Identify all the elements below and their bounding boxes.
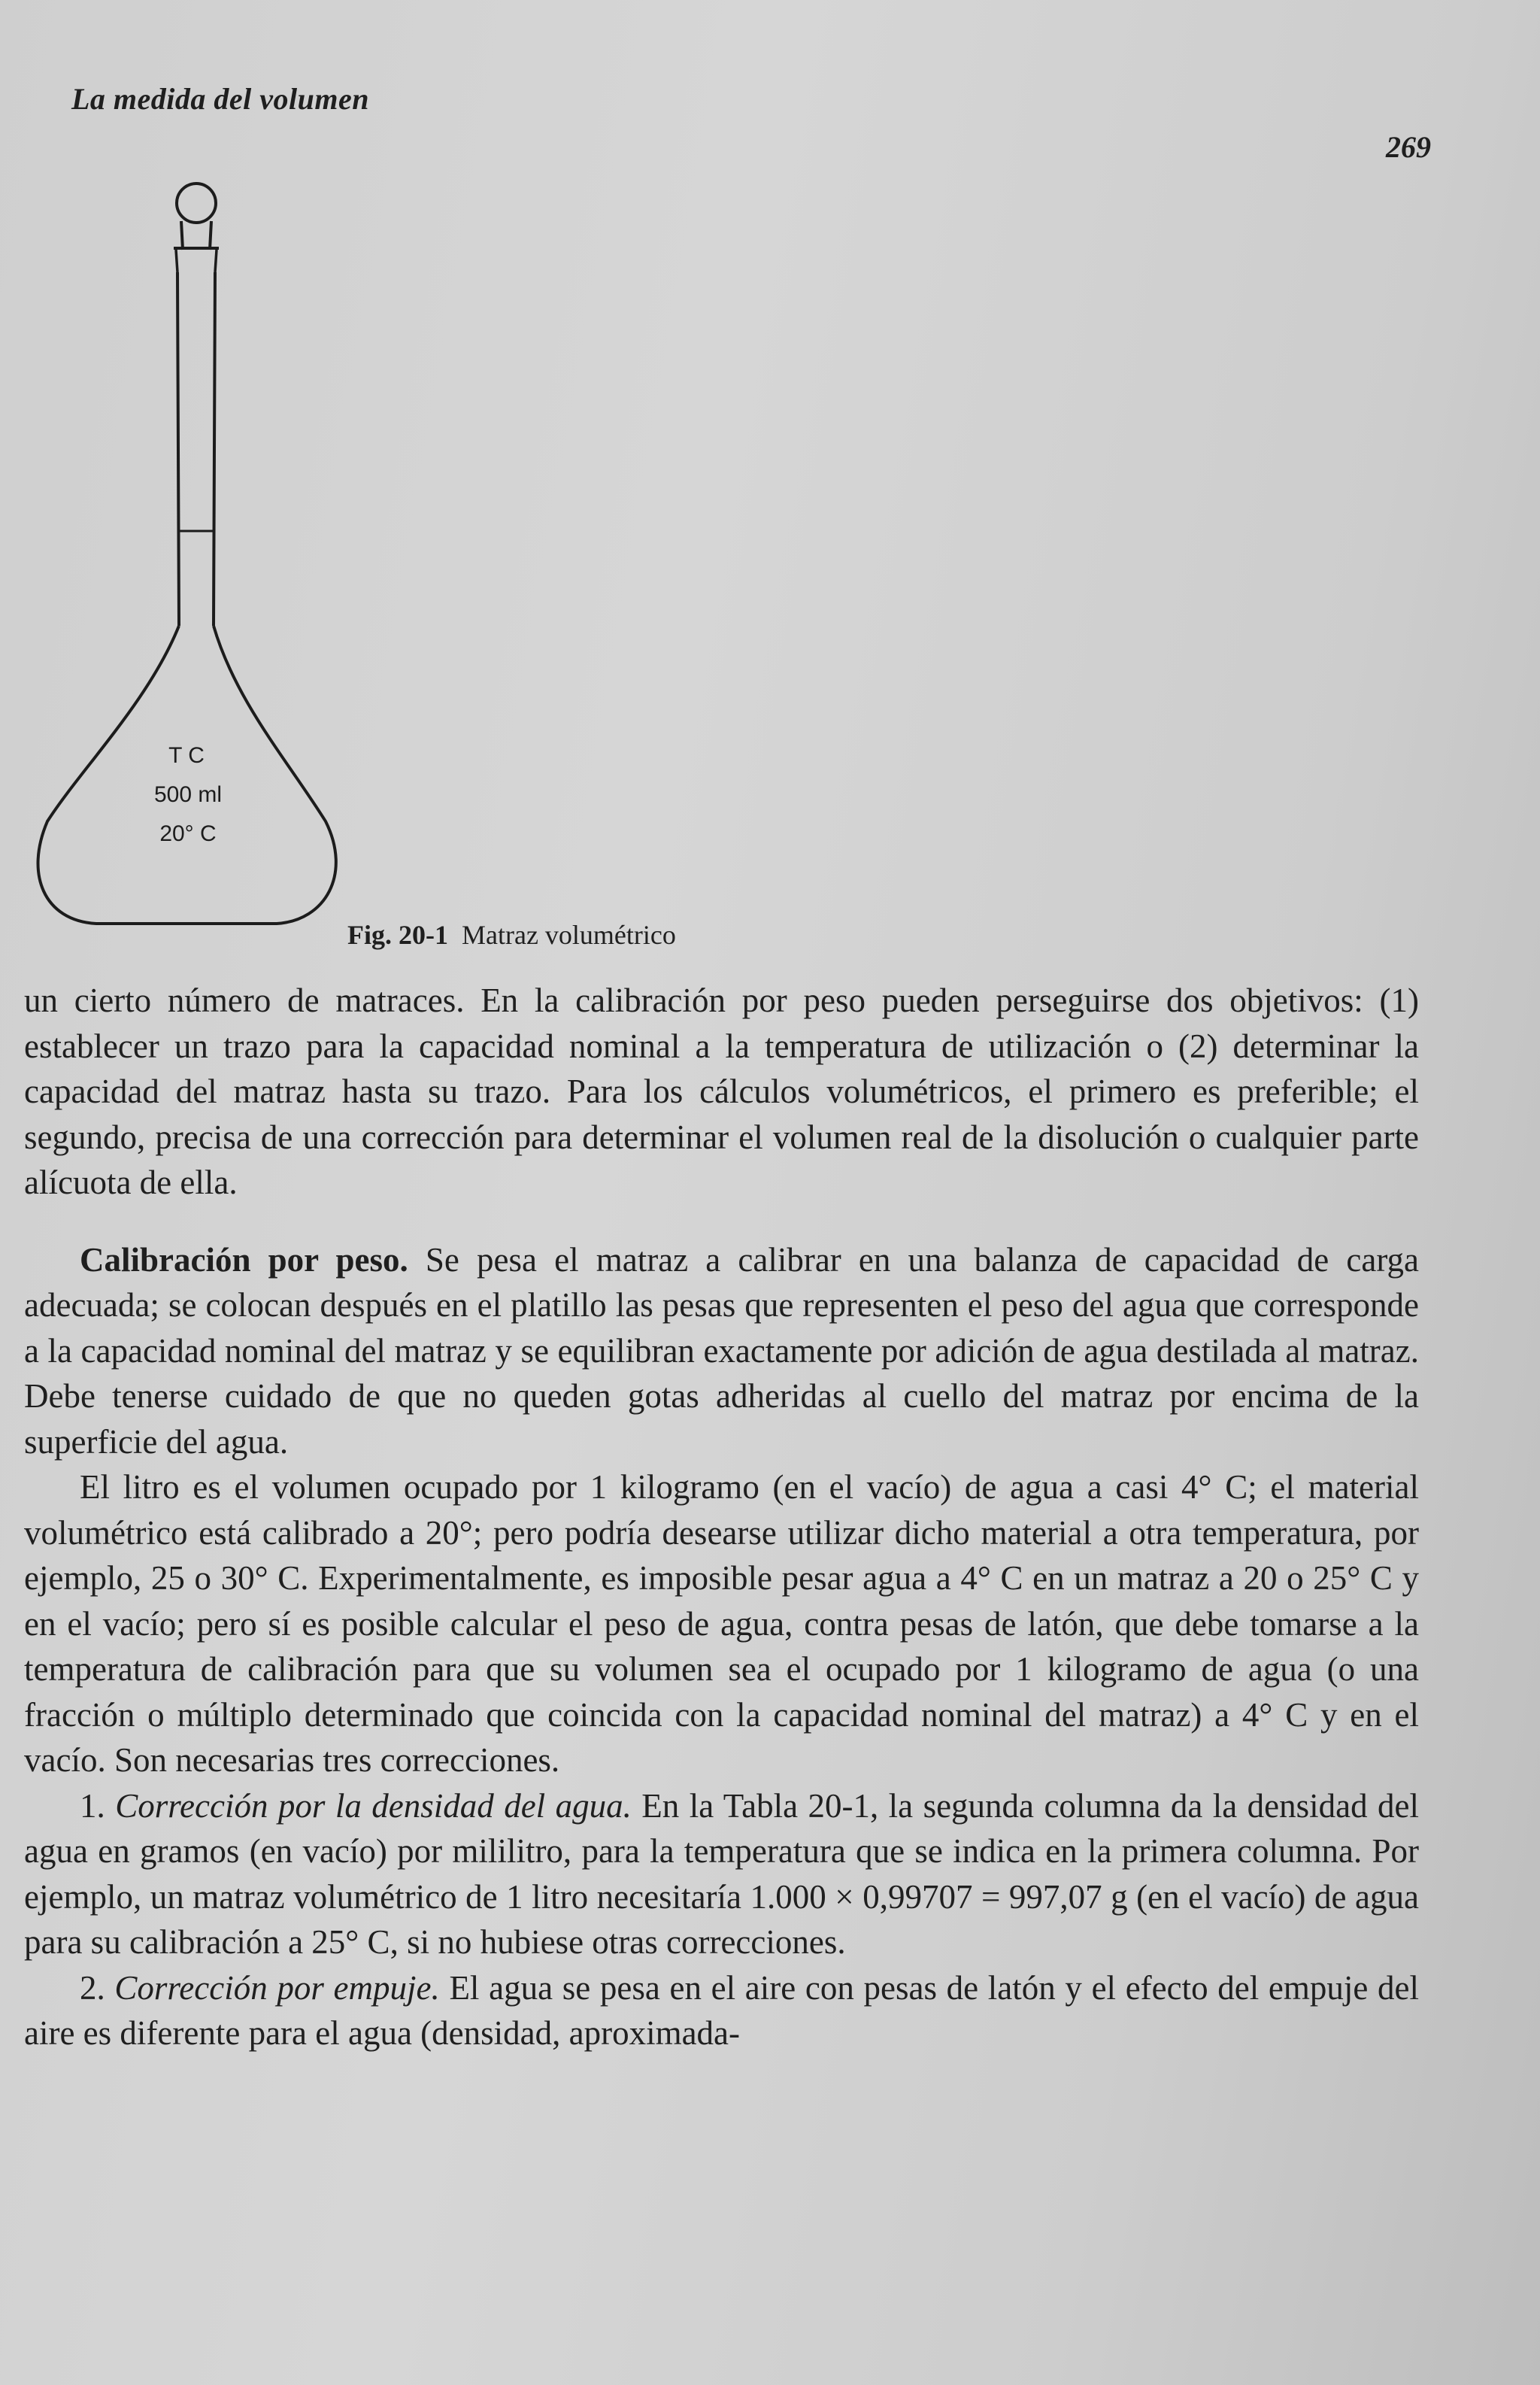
paragraph-continuation: un cierto número de matraces. En la calibración por peso pueden perseguirse dos objetivos: (1) establecer un trazo para la capacidad nominal a la temperatura de utilización o (2) determinar la capacidad del matraz hasta su trazo. Para los cálculos volumétricos, el primero es preferible; el segundo, precisa de una corrección para determinar el volumen real de la disolución o cualquier parte alícuota de ella.	[24, 982, 1419, 1201]
flask-marking-line-1: T C	[168, 743, 205, 768]
paragraph-text: En la Tabla 20-1, la segunda columna da la densidad del agua en gramos (en vacío) por mililitro, para la temperatura que se indica en la primera columna. Por ejemplo, un matraz volumétrico de 1 litro necesitaría 1.000 × 0,99707 = 997,07 g (en el vacío) de agua para su calibración a 25° C, si no hubiese otras correcciones.	[24, 1786, 1420, 1961]
run-in-heading: Calibración por peso.	[80, 1240, 408, 1279]
flask-marking-line-3: 20° C	[159, 821, 217, 846]
running-head: La medida del volumen	[71, 82, 370, 116]
flask-stopper	[177, 184, 216, 223]
paragraph-text: El agua se pesa en el aire con pesas de latón y el efecto del empuje del aire es diferente para el agua (densidad, aproximada-	[24, 1968, 1420, 2052]
figure-caption-text: Matraz volumétrico	[461, 920, 676, 950]
volumetric-flask-illustration	[29, 174, 344, 949]
page-number: 269	[1386, 130, 1431, 164]
item-heading: Corrección por empuje.	[114, 1968, 440, 2007]
figure-number: Fig. 20-1	[347, 920, 448, 950]
paragraph-text: Se pesa el matraz a calibrar en una balanza de capacidad de carga adecuada; se colocan después en el platillo las pesas que representen el peso del agua que corresponde a la capacidad nominal del matraz y se equilibran exactamente por adición de agua destilada al matraz. Debe tenerse cuidado de que no queden gotas adheridas al cuello del matraz por encima de la superficie del agua.	[24, 1240, 1419, 1461]
flask-neck	[177, 272, 215, 626]
item-number: 2.	[80, 1968, 105, 2007]
paragraph-liter-definition: El litro es el volumen ocupado por 1 kilogramo (en el vacío) de agua a casi 4° C; el material volumétrico está calibrado a 20°; pero podría desearse utilizar dicho material a otra temperatura, por ejemplo, 25 o 30° C. Experimentalmente, es imposible pesar agua a 4° C en un matraz a 20 o 25° C y en el vacío; pero sí es posible calcular el peso de agua, contra pesas de latón, que debe tomarse a la temperatura de calibración para que su volumen sea el ocupado por 1 kilogramo de agua (o una fracción o múltiplo determinado que coincida con la capacidad nominal del matraz) a 4° C y en el vacío. Son necesarias tres correcciones.	[24, 1468, 1419, 1779]
item-number: 1.	[80, 1786, 105, 1825]
paragraph-water-density-correction	[24, 1783, 1419, 1965]
figure-caption	[347, 919, 676, 951]
flask-marking-line-2: 500 ml	[153, 782, 223, 807]
ground-joint	[176, 250, 217, 272]
volumetric-flask-figure	[29, 174, 344, 949]
stopper-stem	[181, 221, 211, 250]
body-text	[24, 978, 1419, 2056]
item-heading: Corrección por la densidad del agua.	[115, 1786, 632, 1825]
paragraph-buoyancy-correction	[24, 1965, 1419, 2056]
paragraph-calibration-by-weight	[24, 1237, 1419, 1465]
flask-bulb	[38, 626, 336, 924]
